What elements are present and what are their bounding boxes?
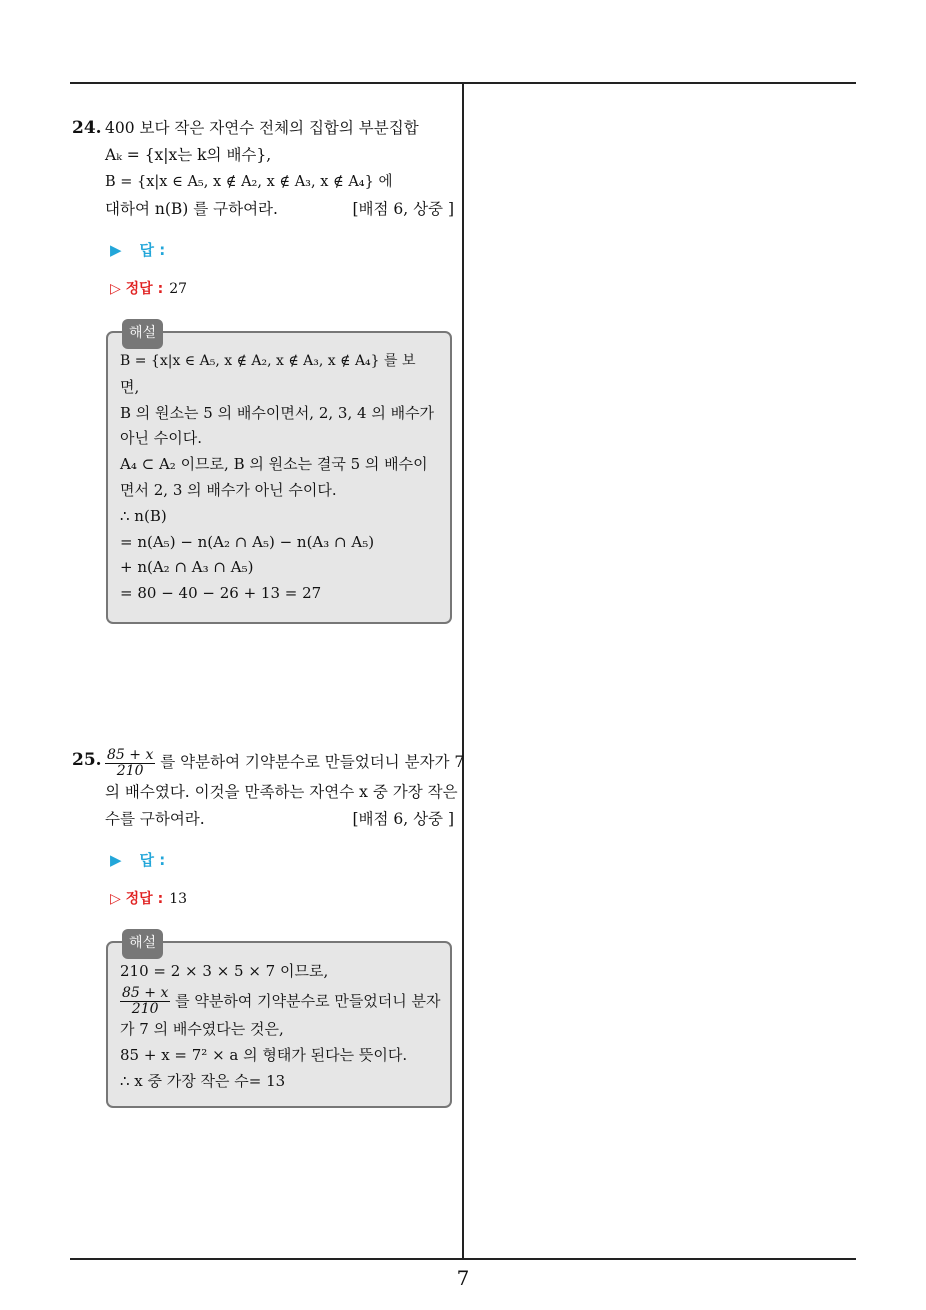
question-line: B = {x|x ∈ A₅, x ∉ A₂, x ∉ A₃, x ∉ A₄} 에 [105, 174, 393, 190]
solution-line: 면, [120, 377, 140, 396]
correct-answer [110, 886, 454, 913]
solution-line: B = {x|x ∈ A₅, x ∉ A₂, x ∉ A₃, x ∉ A₄} 를 보 [120, 353, 416, 369]
question-text [105, 745, 465, 833]
solution-box-25 [106, 935, 452, 1108]
fraction-numerator: 85 + x [122, 985, 169, 1002]
solution-line: ∴ n(B) [120, 506, 167, 525]
page-number: 7 [456, 1266, 470, 1290]
question-line: 를 약분하여 기약분수로 만들었더니 분자가 7 [160, 753, 465, 771]
solution-line: B 의 원소는 5 의 배수이면서, 2, 3, 4 의 배수가 [120, 403, 435, 422]
question-25 [72, 745, 465, 913]
solution-line: 210 = 2 × 3 × 5 × 7 이므로, [120, 962, 329, 980]
question-number: 24. [72, 118, 102, 138]
correct-label: 정답 : [125, 891, 164, 907]
fraction [120, 986, 170, 1017]
fraction [105, 748, 155, 779]
fraction-numerator: 85 + x [107, 746, 154, 763]
question-line: 수를 구하여라. [105, 810, 205, 828]
answer-label: 답 : [139, 241, 166, 259]
solution-line: + n(A₂ ∩ A₃ ∩ A₅) [120, 558, 254, 577]
question-text [105, 115, 454, 223]
question-line: 400 보다 작은 자연수 전체의 집합의 부분집합 [105, 119, 419, 137]
solution-line-frac [120, 985, 441, 1018]
solution-line: 면서 2, 3 의 배수가 아닌 수이다. [120, 480, 337, 499]
question-line: 의 배수였다. 이것을 만족하는 자연수 x 중 가장 작은 [105, 783, 458, 801]
solution-line: A₄ ⊂ A₂ 이므로, B 의 원소는 결국 5 의 배수이 [120, 455, 428, 474]
left-column [72, 0, 465, 1258]
solution-line: 를 약분하여 기약분수로 만들었더니 분자 [175, 991, 441, 1010]
question-line: Aₖ = {x|x는 k의 배수}, [105, 146, 272, 164]
solution-line: = n(A₅) − n(A₂ ∩ A₅) − n(A₃ ∩ A₅) [120, 532, 375, 551]
question-line: 대하여 n(B) 를 구하여라. [105, 200, 278, 218]
question-line-first [105, 745, 465, 779]
outline-triangle-icon: ▷ [110, 891, 121, 907]
solution-line: = 80 − 40 − 26 + 13 = 27 [120, 584, 322, 603]
question-line-last [105, 806, 454, 833]
play-triangle-icon: ▶ [110, 241, 122, 259]
solution-tag: 해설 [122, 319, 163, 349]
play-triangle-icon: ▶ [110, 851, 122, 869]
column-divider [462, 83, 464, 1260]
solution-line: 아닌 수이다. [120, 429, 202, 448]
solution-line: 가 7 의 배수였다는 것은, [120, 1020, 284, 1039]
question-24 [72, 115, 454, 303]
fraction-denominator: 210 [131, 1001, 159, 1018]
answer-label: 답 : [139, 851, 166, 869]
answer-field[interactable] [110, 237, 454, 264]
score-label: [배점 6, 상중 ] [352, 810, 454, 828]
answer-field[interactable] [110, 847, 454, 874]
solution-tag: 해설 [122, 929, 163, 959]
correct-answer [110, 276, 454, 303]
correct-value: 13 [169, 891, 188, 907]
score-label: [배점 6, 상중 ] [352, 200, 454, 218]
outline-triangle-icon: ▷ [110, 281, 121, 297]
solution-box-24 [106, 325, 452, 624]
bottom-rule [70, 1258, 856, 1260]
solution-line: 85 + x = 7² × a 의 형태가 된다는 뜻이다. [120, 1046, 408, 1065]
correct-value: 27 [169, 281, 188, 297]
question-number: 25. [72, 750, 102, 770]
question-line-last [105, 196, 454, 223]
solution-line: ∴ x 중 가장 작은 수= 13 [120, 1071, 286, 1090]
correct-label: 정답 : [125, 281, 164, 297]
fraction-denominator: 210 [116, 762, 144, 779]
